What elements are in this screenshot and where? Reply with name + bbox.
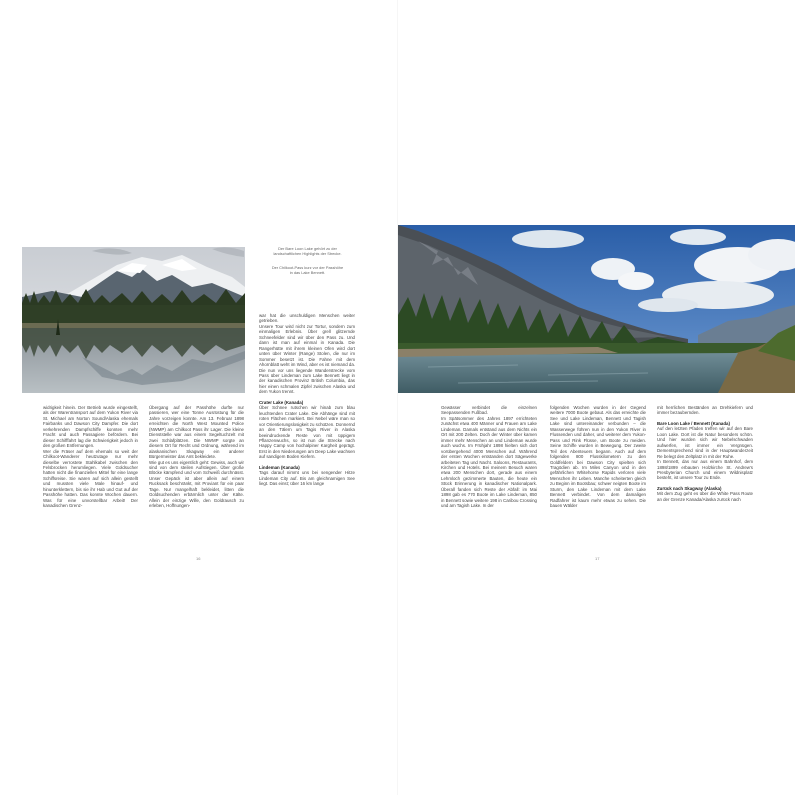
body-paragraph: Wer die Fräser auf dem ehemals so weit der Chilkoot-Wanderer heutzutage nur mehr dieselbe verrostete Stahlkabel zwischen den Felsbrocken herumliegen. Viele Goldsucher hatten nicht die finanziellen Mittel für eine lange Schiffsreise. Sie waren auf sich allein gestellt und mussten viele Male hinauf- und hinunterklettern, bis sie ihr Hab und Gut auf der Passhöhe hatten. Das konnte Wochen dauern. Was für eine unvorstellbar Arbeit! Der kanadischen Grenz- <box>43 448 138 509</box>
section-heading: Crater Lake (Kanada) <box>259 399 304 405</box>
body-paragraph: widrigkeit hinein. Der Betrieb wurde eingestellt, als der Warentransport auf dem Yukon River via St. Michael am Norton Sound/Alaska ehemals Fairbanks und Dawson City Dampfer. Die dort verkehrenden Dampfschiffe konnten mehr Fracht und auch Passagiere befördern. Bei dieser Schifffahrt lag die Schwierigkeit jedoch in den großen Entfernungen. <box>43 405 138 449</box>
right-column-1 <box>441 405 537 509</box>
body-paragraph: Unsere Tour wird nicht zur Tortur, sondern zum einmaligen Erlebnis. Über grell glitzernde Schneefelder sind wir über den Pass zu. Und dann ist man auf einmal in Kanada. Die Rangerhütte mit ihrem kleinen Ofen wird dort unten über Winter (Range) Stolen, die nur im Sommer besetzt ist. Die Fahne mit dem Ahornblatt weht im Wind, aber es ist niemand da. Die nun vor uns liegende Wanderstrecke vom Pass über Lindeman zum Lake Bennett liegt in der kanadischen Provinz British Columbia, das hier einen schmalen Zipfel zwischen Alaska und dem Yukon trennt. <box>259 323 355 395</box>
right-column-2 <box>550 405 646 509</box>
body-paragraph: war hat die unschuldigen Menschen weiter getrieben. <box>259 313 355 324</box>
left-column-3 <box>259 313 355 487</box>
right-column-3 <box>657 405 753 502</box>
photo-chilkoot-river <box>398 225 795 393</box>
left-page <box>0 0 397 795</box>
body-paragraph: Im Spätsommer des Jahres 1897 errichteten zunächst etwa 400 Männer und Frauen am Lake Lindeman. Damals entstand aus dem Nichts ein Ort mit 200 Zelten. Doch der Winter über kamen immer mehr Menschen an und Lindeman wurde auch wuchs. Im Frühjahr 1898 hielten sich dort vorübergehend 4000 Menschen auf. Während der ersten Wochen entstanden dort Sägewerke arbeiteten Tag und Nacht. Saloons, Restaurants, Kirchen und Hotels. Bei meinem Besuch waren etwa 200 Menschen dort, gerade aus einem Lehmloch gezimmerte Bauten, die heute ein Stück Erinnerung in kanadischer Nationalpark. Überall fanden sich Reste der Abfall: im Mai 1898 gab es 770 Boote im Lake Lindeman, 850 in Bennett sowie weitere 198 in Caribou Crossing und am Tagish Lake. In der <box>441 415 537 509</box>
photo-caption-2: Der Chilkoot-Pass kurz vor der Passhöhe in das Lake Bennett. <box>271 265 344 275</box>
page-number-left: 16 <box>196 556 201 561</box>
section-heading: Lindeman (Kanada) <box>259 464 300 470</box>
photo-bare-loon-lake <box>22 247 245 393</box>
section-heading: Zurück nach Skagway (Alaska) <box>657 485 722 491</box>
river-mountain-image <box>398 225 795 393</box>
body-paragraph: Gewässer verbindet die einzelnen Seepassenden Fußbad. <box>441 405 537 416</box>
body-paragraph: Wie gut es uns eigentlich geht: Gewiss, auch wir sind von dem steilen Aufstiegen. Über große Blöcke kämpfend und vom Schweiß durchnässt. Unser Gepäck ist aber allein auf einem Rucksack beschränkt, mit Proviant für ein paar Tage. Nur mangelhaft bekleidet, litten die Goldsuchenden erbärmlich unter der Kälte. Allein der einzige Wille, den Goldrausch zu erleben, Hoffnungen- <box>149 459 244 509</box>
left-column-2 <box>149 405 244 509</box>
body-paragraph: Übergang auf der Passhöhe durfte nur passieren, wer eine Tonne Ausrüstung für die Jahre vorzeigen konnte. Am 13. Februar 1898 erreichten die North West Mounted Police (NWMP) am Chilkoot Pass ihr Lager. Die kleine Dienststelle war aus einem Segeltuchzelt mit zwei Schlafplätzen. Die NWMP sorgte an diesem Ort für Recht und Ordnung, während im alaskanischen Skagway ein anderer Bürgermeister das Amt bekleidete. <box>149 405 244 460</box>
body-paragraph: mit herrlichen Beständen an Drehkiefern und immer bezaubernden. <box>657 405 753 416</box>
body-paragraph: folgenden Wochen wurden in der Gegend weitere 7000 Boote gebaut. Als das erreichte die See und Lake Lindeman, Bennett und Tagish Lake sind untereinander verbunden – die Wasserwege führen nun in den Yukon River in Flussenden und daher, und weiterer dem Yukon-Pass und Rink Flüsse, um Boote zu meiden. Seine Schiffe wurden in Bewegung. Der zweite Teil des Abenteuers begann. Auch auf dem folgenden 800 Flusskilometern zu den Goldfeldern bei Dawson City spielten sich Tragödien ab. Im Miles Canyon und in den gefährlichen Whitehorse Rapids verloren viele Menschen ihr Leben. Manche scheiterten gleich zu Beginn im Bootsbau; schwer neigten Boote im Sturm, den Lake Lindeman mit dem Lake Bennett verbindet. Von dem damaligen Radfahrer ist kaum mehr etwas zu sehen. Die bauen Wälder <box>550 405 646 509</box>
body-paragraph: Auf den letzten Pfaden treffen wir auf den Bare Loon Lake. Dort ist die Natur besonders schön. Und hier wurden sich wir Nebelschwaden aufwerfen, ist immer ein Vergnügen. Dementsprechend sind in der Hauptwanderzeit Re belegt den Zeltplatz in mit der Ruhe. <box>657 426 753 459</box>
right-page <box>398 0 795 795</box>
left-column-1 <box>43 405 138 509</box>
body-paragraph: Tags darauf nimmt uns bei sengender Hitze Lindeman City auf. Bis am gleichnamigen See liegt. Das einst; über 16 km lange <box>259 470 355 487</box>
body-paragraph: In Bennett, das nur aus einem Bahnhof, dem 1898/1899 erbauten Holzkirche St. Andrew's Presbyterian Church und einem Wildnisplatz besteht, ist unsere Tour zu Ende. <box>657 459 753 481</box>
section-heading: Bare Loon Lake / Bennett (Kanada) <box>657 420 730 426</box>
body-paragraph: Mit dem Zug geht es über die White Pass Route an der Grenze Kanada/Alaska zurück nach <box>657 491 753 502</box>
lake-mountain-image <box>22 247 245 393</box>
page-number-right: 17 <box>595 556 600 561</box>
photo-caption-1: Der Bare Loon Lake gehört zu der landschaftlichen Highlights der Strecke. <box>273 246 342 256</box>
body-paragraph: Über Schnee rutschen wir hinab zum blau leuchtenden Crater Lake. Die Abhänge sind mit roten Flächen markiert. Bei Nebel wäre man so vor Orientierungslosigkeit zu schützen. Donnernd an den Tälern um Tagis River in Alaska beeindruckende Reste von mit üppigem Pflanzenwuchs, so ist nun die Strecke nach Happy Camp von hochalpiner Kargheit geprägt. Erst in den Niederungen am Deep Lake wachsen auf sandigem Boden Kiefern. <box>259 405 355 460</box>
